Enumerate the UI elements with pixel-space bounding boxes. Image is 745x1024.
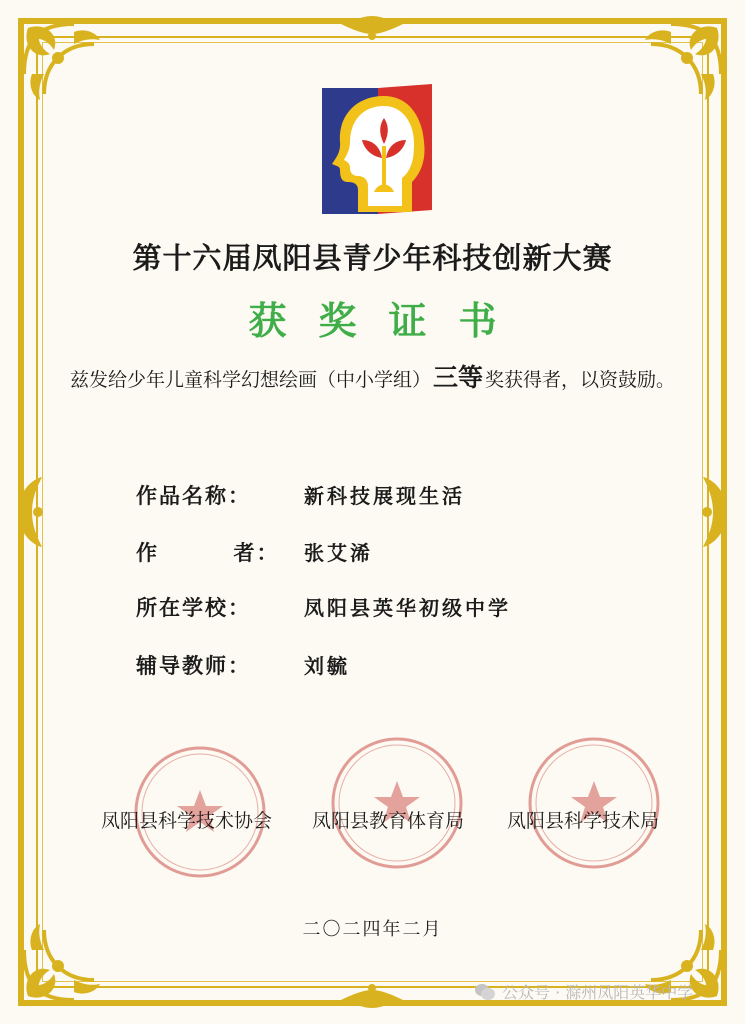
issue-date: 二〇二四年二月 — [302, 919, 443, 940]
field-value-teacher: 刘毓 — [304, 654, 350, 678]
award-grade: 三等 — [432, 363, 483, 392]
wechat-icon — [474, 983, 496, 1001]
side-ornament-icon — [14, 467, 48, 557]
watermark — [474, 980, 693, 1003]
top-ornament-icon — [327, 12, 417, 42]
field-label-author: 作 者： — [136, 541, 280, 565]
issuer-education-bureau: 凤阳县教育体育局 — [312, 810, 465, 832]
seal-stamp-icon — [327, 733, 467, 873]
issuer-science-bureau: 凤阳县科学技术局 — [507, 810, 660, 832]
certificate-title: 获奖证书 — [248, 299, 529, 343]
field-value-school: 凤阳县英华初级中学 — [304, 596, 511, 620]
award-text-suffix: 奖获得者，以资鼓励。 — [485, 369, 676, 391]
award-statement — [60, 358, 685, 394]
field-value-author: 张艾浠 — [304, 541, 373, 565]
field-label-work-title: 作品名称： — [136, 484, 251, 508]
field-label-school: 所在学校： — [136, 596, 251, 620]
watermark-text: 公众号 · 滁州凤阳英华中学 — [502, 983, 694, 1002]
side-ornament-icon — [697, 467, 731, 557]
corner-ornament-icon — [621, 14, 731, 124]
award-text-prefix: 兹发给少年儿童科学幻想绘画（中小学组） — [69, 369, 431, 391]
issuer-science-association: 凤阳县科学技术协会 — [101, 810, 273, 832]
field-value-work-title: 新科技展现生活 — [304, 484, 465, 508]
bottom-ornament-icon — [327, 982, 417, 1012]
seal-stamp-icon — [524, 733, 664, 873]
corner-ornament-icon — [14, 14, 124, 124]
field-label-teacher: 辅导教师： — [136, 654, 251, 678]
competition-title: 第十六届凤阳县青少年科技创新大赛 — [132, 241, 613, 275]
emblem-logo-icon — [318, 84, 436, 218]
